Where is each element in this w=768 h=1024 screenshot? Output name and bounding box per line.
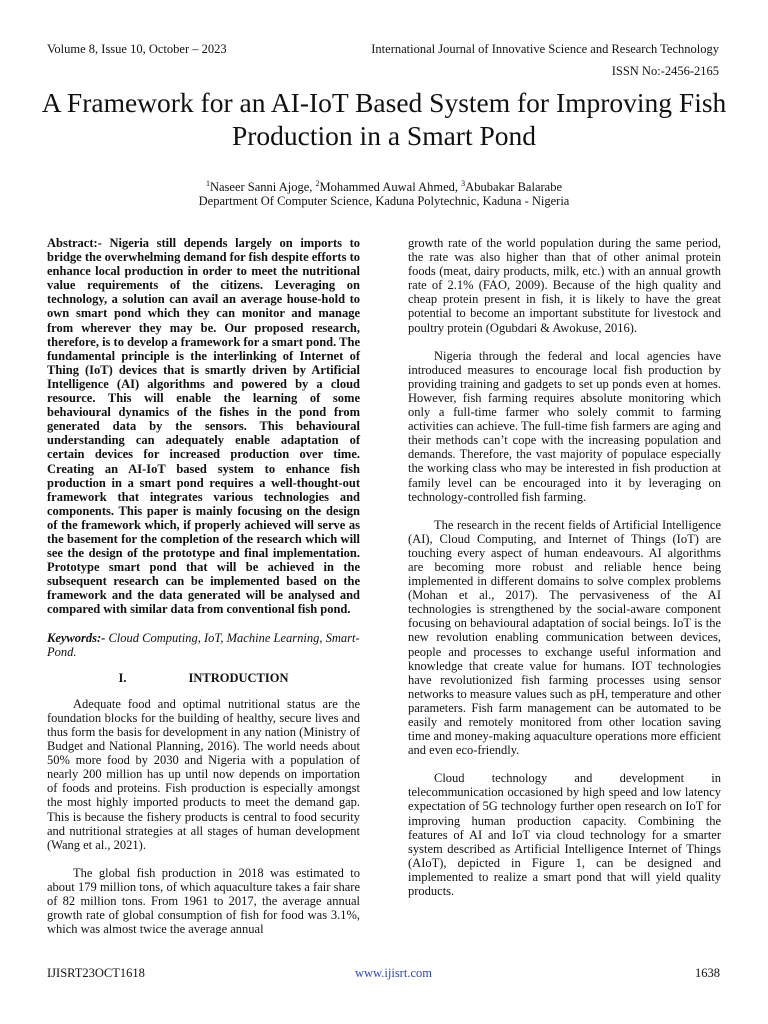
author-list <box>40 180 728 195</box>
author-1-affiliation-mark: 1 <box>205 178 210 188</box>
abstract-label: Abstract:- <box>47 236 110 250</box>
intro-paragraph-2: The global fish production in 2018 was estimated to about 179 million tons, of which aquaculture takes a fair share of 82 million tons. From 1961 to 2017, the average annual growth rate of global consumption of fish for food was 3.1%, which was almost twice the average annual <box>47 865 360 937</box>
right-paragraph-2: Nigeria through the federal and local agencies have introduced measures to encourage local fish production by providing training and gadgets to set up ponds even at homes. However, fish farming requires absolute monitoring which only a full-time farmer who solely commit to farming activities can achieve. The full-time fish farmers are aging and their methods can’t cope with the increasing population and demands. Therefore, the vast majority of populace especially the working class who may be interested in fish production at family level can be encouraged into it by leveraging on technology-controlled fish farming. <box>408 348 721 504</box>
left-column <box>47 236 360 936</box>
abstract-text: Nigeria still depends largely on imports to bridge the overwhelming demand for fish despite efforts to enhance local production in order to meet the nutritional value requirements of the citizens. Leveraging on technology, a solution can avail an average house-hold to own smart pond which they can monitor and manage from wherever they may be. Our proposed research, therefore, is to develop a framework for a smart pond. The fundamental principle is the interlinking of Internet of Thing (IoT) devices that is smartly driven by Artificial Intelligence (AI) algorithms and powered by a cloud resource. This will enable the learning of some behavioural dynamics of the fishes in the pond from generated data by the sensors. This behavioural understanding can adequately enable adaptation of certain devices for increased production over time. Creating an AI-IoT based system to enhance fish production in a smart pond requires a well-thought-out framework that integrates various technologies and components. This paper is mainly focusing on the design of the framework which, if properly achieved will serve as the basement for the completion of the research which will see the design of the prototype and final implementation. Prototype smart pond that will be achieved in the subsequent research can be implemented based on the framework and the data generated will be analysed and compared with similar data from conventional fish pond. <box>47 236 361 617</box>
right-paragraph-3: The research in the recent fields of Artificial Intelligence (AI), Cloud Computing, and Internet of Things (IoT) are touching every aspect of human endeavours. AI algorithms are becoming more robust and reliable hence being implemented in different domains to solve complex problems (Mohan et al., 2017). The pervasiveness of the AI technologies is strengthened by the social-aware component focusing on behavioural adaptation of social beings. IoT is the new revolution enabling communication between devices, people and processes to exchange useful information and knowledge that create value for humans. IOT technologies have revolutionized fish farming processes using sensor networks to measure values such as pH, temperature and other parameters. Fish farm management can be automated to be easily and remotely monitored from other location saving time and money-making aquaculture operations more efficient and even eco-friendly. <box>408 517 721 758</box>
right-column <box>408 236 721 898</box>
abstract <box>47 236 360 617</box>
issn-header: ISSN No:-2456-2165 <box>611 64 719 78</box>
right-paragraph-4: Cloud technology and development in telecommunication occasioned by high speed and low latency expectation of 5G technology further open research on IoT for improving human production capacity. Combining the features of AI and IoT via cloud technology for a smarter system described as Artificial Intelligence Internet of Things (AIoT), depicted in Figure 1, can be designed and implemented to realize a smart pond that will yield quality products. <box>408 771 721 899</box>
section-heading <box>47 671 360 685</box>
section-title: INTRODUCTION <box>188 670 289 685</box>
keywords-text: Cloud Computing, IoT, Machine Learning, Smart-Pond. <box>47 630 360 659</box>
volume-issue-header: Volume 8, Issue 10, October – 2023 <box>47 42 227 56</box>
author-3-name: Abubakar Balarabe <box>465 180 562 194</box>
footer-paper-id: IJISRT23OCT1618 <box>47 966 145 980</box>
page-number: 1638 <box>695 966 720 980</box>
author-2-name: Mohammed Auwal Ahmed, <box>319 180 462 194</box>
right-paragraph-1: growth rate of the world population during the same period, the rate was also higher than that of other animal protein foods (meat, dairy products, milk, etc.) with an annual growth rate of 2.1% (FAO, 2009). Because of the high quality and cheap protein present in fish, it is likely to have the great potential to become an important substitute for livestock and poultry protein (Ogubdari & Awokuse, 2016). <box>408 236 721 335</box>
author-2-affiliation-mark: 2 <box>315 178 320 188</box>
journal-name-header: International Journal of Innovative Science and Research Technology <box>371 42 719 56</box>
affiliation: Department Of Computer Science, Kaduna Polytechnic, Kaduna - Nigeria <box>198 194 570 208</box>
author-3-affiliation-mark: 3 <box>461 178 466 188</box>
keywords-label: Keywords:- <box>47 630 109 645</box>
keywords <box>47 631 360 659</box>
paper-title: A Framework for an AI-IoT Based System for Improving Fish Production in a Smart Pond <box>41 87 727 151</box>
intro-paragraph-1: Adequate food and optimal nutritional status are the foundation blocks for the building of healthy, secure lives and thus form the basis for development in any nation (Ministry of Budget and National Planning, 2016). The world needs about 50% more food by 2030 and Nigeria with a population of nearly 200 million has up until now depends on importation of foods and proteins. Fish production is especially amongst the most highly imported products to meet the demand gap. This is because the fishery products is central to food security and nutritional strategies at all stages of human development (Wang et al., 2021). <box>47 696 360 852</box>
author-1-name: Naseer Sanni Ajoge, <box>209 180 316 194</box>
section-number: I. <box>118 670 127 685</box>
footer-website-link[interactable]: www.ijisrt.com <box>355 966 432 980</box>
